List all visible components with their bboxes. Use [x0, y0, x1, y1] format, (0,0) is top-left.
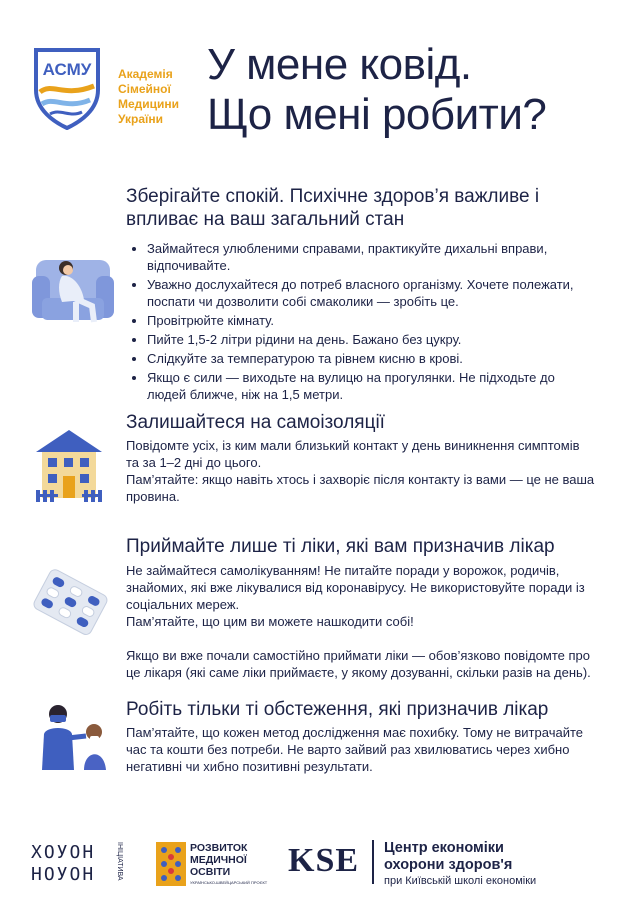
paragraph: Пам’ятайте, що цим ви можете нашкодити собі!	[126, 614, 414, 629]
org-name-line: Медицини	[118, 97, 180, 111]
kse-line: охорони здоров'я	[384, 857, 513, 873]
list-item: • Слідкуйте за температурою та рівнем кисню в крові.	[147, 350, 585, 367]
kse-line: Центр економіки	[384, 840, 504, 856]
list-item: • Провітрюйте кімнату.	[147, 312, 585, 329]
page-title-line: У мене ковід.	[207, 40, 472, 89]
paragraph: Пам’ятайте, що кожен метод дослідження має похибку. Тому не витрачайте час та кошти без потреби. Не варто зайвий раз хвилюватись через хибно негативні чи хибно позитивні результати.	[126, 725, 583, 774]
rozvytok-line: РОЗВИТОК	[190, 842, 248, 854]
hoxon-side-label: ІНІЦІАТИВА	[116, 842, 123, 881]
house-icon	[34, 424, 104, 504]
rozvytok-logo	[156, 840, 268, 890]
rozvytok-line: ОСВІТИ	[190, 866, 231, 878]
section-body	[126, 562, 596, 681]
section-title-calm: Зберігайте спокій. Психічне здоров’я важливе і впливає на ваш загальний стан	[126, 186, 540, 230]
rozvytok-line: МЕДИЧНОЇ	[190, 854, 247, 866]
section-title-tests: Робіть тільки ті обстеження, які призначив лікар	[126, 699, 549, 720]
section-title-medication: Приймайте лише ті ліки, які вам призначив лікар	[126, 536, 555, 557]
divider	[372, 840, 374, 884]
list-item: • Пийте 1,5-2 літри рідини на день. Бажано без цукру.	[147, 331, 585, 348]
section-title-isolation: Залишайтеся на самоізоляції	[126, 412, 385, 433]
bullet-list	[130, 240, 585, 405]
rozvytok-subtitle: УКРАЇНСЬКО-ШВЕЙЦАРСЬКИЙ ПРОЄКТ	[190, 880, 268, 885]
paragraph: Пам’ятайте: якщо навіть хтось і захворіє після контакту із вами — це не ваша провина.	[126, 472, 595, 504]
kse-line: при Київській школі економіки	[384, 875, 537, 887]
people-grid-icon	[156, 842, 186, 886]
page-title-line: Що мені робити?	[207, 90, 547, 139]
kse-logo	[288, 838, 618, 890]
org-name-line: України	[118, 112, 164, 126]
org-name	[118, 67, 179, 127]
hoxon-logo	[31, 840, 127, 886]
doctor-test-icon	[32, 698, 116, 772]
woman-on-sofa-icon	[32, 246, 116, 330]
pills-blister-icon	[28, 566, 112, 640]
acmu-logo	[30, 46, 104, 130]
paragraph: Якщо ви вже почали самостійно приймати ліки — обов’язково повідомте про це лікаря (які саме ліки приймаєте, у якому дозуванні, скільки разів на день).	[126, 648, 591, 680]
section-body	[126, 437, 596, 505]
kse-wordmark: KSE	[288, 842, 360, 879]
paragraph: Повідомте усіх, із ким мали близький контакт у день виникнення симптомів та за 1–2 дні до цього.	[126, 438, 580, 470]
list-item: • Якщо є сили — виходьте на вулицю на прогулянки. Не підходьте до людей ближче, ніж на 1,5 метри.	[147, 369, 585, 403]
list-item: • Займайтеся улюбленими справами, практикуйте дихальні вправи, відпочивайте.	[147, 240, 585, 274]
org-name-line: Сімейної	[118, 82, 171, 96]
page-title	[207, 40, 546, 140]
section-body	[126, 724, 596, 775]
paragraph: Не займайтеся самолікуванням! Не питайте поради у ворожок, родичів, знайомих, які вже лікувалися від коронавірусу. Не використовуйте поради із соціальних мереж.	[126, 563, 585, 612]
hoxon-logo-text: ХОУОН	[31, 842, 96, 863]
list-item: • Уважно дослухайтеся до потреб власного організму. Хочете полежати, поспати чи дозволити собі смаколики — зробіть це.	[147, 276, 585, 310]
org-name-line: Академія	[118, 67, 173, 81]
hoxon-logo-text: НОУОН	[31, 864, 96, 885]
svg-text:АСМУ: АСМУ	[42, 60, 92, 79]
